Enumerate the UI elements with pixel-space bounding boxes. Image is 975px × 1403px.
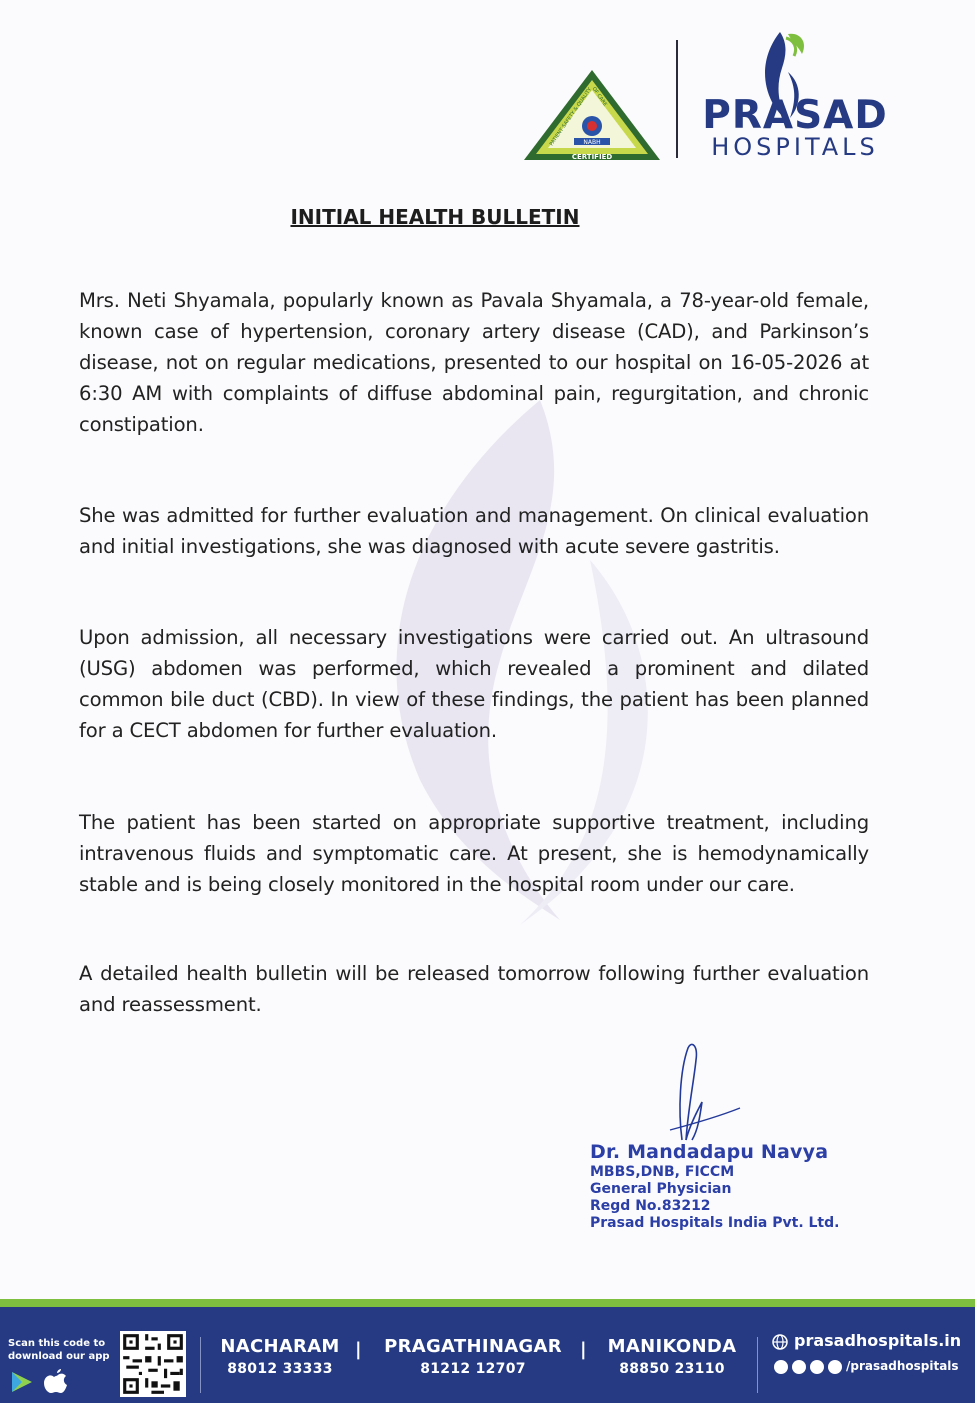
youtube-icon[interactable]: [810, 1360, 824, 1374]
signatory-qualifications: MBBS,DNB, FICCM: [590, 1164, 735, 1180]
bulletin-paragraph-1: Mrs. Neti Shyamala, popularly known as Pavala Shyamala, a 78-year-old female, known case of hypertension, coronary artery disease (CAD), and Parkinson’s disease, not on regular medications, presented to our hospital on 16-05-2026 at 6:30 AM with complaints of diffuse abdominal pain, regurgitation, and chronic constipation.: [79, 289, 869, 436]
branch-name: PRAGATHINAGAR: [384, 1336, 562, 1357]
nabh-label-top: PATIENT SAFETY & QUALITY OF CARE: [548, 85, 609, 148]
brand-subtitle: HOSPITALS: [711, 133, 879, 161]
footer-divider: [757, 1337, 758, 1393]
bulletin-paragraph-5: A detailed health bulletin will be released tomorrow following further evaluation and reassessment.: [79, 962, 869, 1016]
signatory-organization: Prasad Hospitals India Pvt. Ltd.: [590, 1215, 840, 1231]
branch-pragathinagar: [378, 1335, 568, 1379]
footer: [0, 1307, 975, 1403]
branch-separator: |: [580, 1339, 587, 1360]
footer-accent-stripe: [0, 1299, 975, 1307]
branch-separator: |: [355, 1339, 362, 1360]
document-title: INITIAL HEALTH BULLETIN: [290, 205, 580, 229]
website-link[interactable]: [772, 1331, 961, 1350]
qr-code[interactable]: [120, 1331, 186, 1397]
branch-manikonda: [602, 1335, 742, 1379]
social-handle[interactable]: /prasadhospitals: [846, 1359, 959, 1373]
footer-divider: [200, 1337, 201, 1393]
globe-icon: [772, 1334, 788, 1350]
bulletin-paragraph-3: Upon admission, all necessary investigations were carried out. An ultrasound (USG) abdomen was performed, which revealed a prominent and dilated common bile duct (CBD). In view of these findings, the patient has been planned for a CECT abdomen for further evaluation.: [79, 626, 869, 742]
branch-phone[interactable]: 88850 23110: [619, 1361, 725, 1377]
signatory-block: [590, 1140, 839, 1232]
bulletin-paragraph-4: The patient has been started on appropriate supportive treatment, including intravenous fluids and symptomatic care. At present, she is hemodynamically stable and is being closely monitored in the hospital room under our care.: [79, 811, 869, 896]
branch-name: MANIKONDA: [607, 1336, 737, 1357]
header-divider: [676, 40, 678, 158]
signatory-designation: General Physician: [590, 1181, 732, 1197]
branch-name: NACHARAM: [220, 1336, 340, 1357]
website-text: prasadhospitals.in: [794, 1331, 962, 1350]
app-store-icons[interactable]: [10, 1369, 80, 1395]
bulletin-paragraph-2: She was admitted for further evaluation and management. On clinical evaluation and initial investigations, she was diagnosed with acute severe gastritis.: [79, 504, 869, 558]
facebook-icon[interactable]: [774, 1360, 788, 1374]
social-links: [774, 1359, 959, 1374]
nabh-certified-text: CERTIFIED: [571, 153, 613, 161]
branch-phone[interactable]: 88012 33333: [227, 1361, 333, 1377]
nabh-certified-badge: [522, 68, 662, 164]
handwritten-signature: [640, 1040, 770, 1150]
branch-phone[interactable]: 81212 12707: [420, 1361, 526, 1377]
linkedin-icon[interactable]: [828, 1360, 842, 1374]
branch-nacharam: [220, 1335, 340, 1379]
signatory-regd: Regd No.83212: [590, 1198, 711, 1214]
signatory-name: Dr. Mandadapu Navya: [590, 1141, 829, 1163]
brand-name: PRASAD: [702, 93, 888, 138]
scan-code-text: Scan this code to download our app: [8, 1338, 110, 1362]
nabh-org-text: NABH: [583, 139, 601, 146]
instagram-icon[interactable]: [792, 1360, 806, 1374]
